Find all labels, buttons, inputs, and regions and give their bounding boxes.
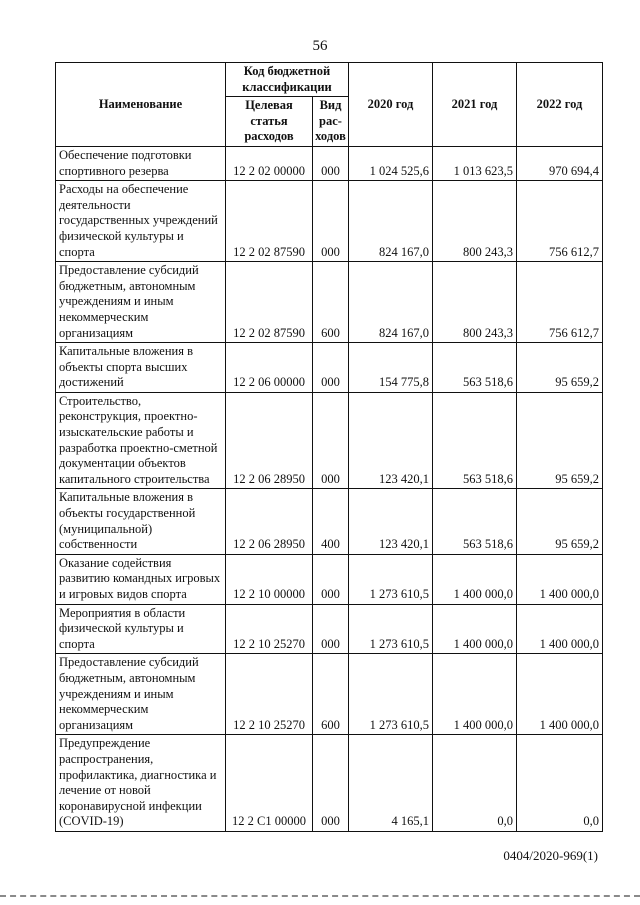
document-code: 0404/2020-969(1): [503, 848, 598, 863]
budget-table: [55, 62, 603, 832]
table-row: [56, 262, 603, 343]
header-year-2020: 2020 год: [349, 63, 433, 147]
row-2022-cell: 95 659,2: [517, 489, 603, 554]
row-2022-cell: 1 400 000,0: [517, 604, 603, 654]
row-2020-cell: 1 273 610,5: [349, 654, 433, 735]
row-2020-cell: 1 024 525,6: [349, 146, 433, 180]
row-name-cell: Капитальные вложения в объекты спорта высших достижений: [56, 343, 226, 393]
header-target-article: Целевая статья расходов: [226, 97, 313, 147]
scan-edge-divider: [0, 895, 640, 897]
row-2021-cell: 563 518,6: [433, 343, 517, 393]
row-kind-cell: 600: [313, 654, 349, 735]
row-2022-cell: 756 612,7: [517, 181, 603, 262]
header-year-2021: 2021 год: [433, 63, 517, 147]
row-2021-cell: 800 243,3: [433, 181, 517, 262]
header-code-group: Код бюджетной классификации: [226, 63, 349, 97]
row-code-cell: 12 2 06 00000: [226, 343, 313, 393]
row-code-cell: 12 2 02 87590: [226, 181, 313, 262]
row-2020-cell: 154 775,8: [349, 343, 433, 393]
row-2020-cell: 4 165,1: [349, 735, 433, 832]
table-body: [56, 146, 603, 831]
row-kind-cell: 000: [313, 146, 349, 180]
row-2022-cell: 1 400 000,0: [517, 554, 603, 604]
row-2022-cell: 1 400 000,0: [517, 654, 603, 735]
row-2020-cell: 1 273 610,5: [349, 604, 433, 654]
row-kind-cell: 000: [313, 554, 349, 604]
row-code-cell: 12 2 10 25270: [226, 654, 313, 735]
header-name: Наименование: [56, 63, 226, 147]
row-code-cell: 12 2 10 00000: [226, 554, 313, 604]
row-name-cell: Предупреждение распространения, профилактика, диагностика и лечение от новой коронавирусной инфекции (COVID-19): [56, 735, 226, 832]
row-2021-cell: 563 518,6: [433, 392, 517, 489]
row-code-cell: 12 2 10 25270: [226, 604, 313, 654]
row-2020-cell: 123 420,1: [349, 392, 433, 489]
row-2022-cell: 756 612,7: [517, 262, 603, 343]
row-code-cell: 12 2 06 28950: [226, 392, 313, 489]
row-2021-cell: 1 400 000,0: [433, 604, 517, 654]
row-2022-cell: 95 659,2: [517, 392, 603, 489]
row-name-cell: Мероприятия в области физической культуры и спорта: [56, 604, 226, 654]
row-2022-cell: 95 659,2: [517, 343, 603, 393]
table-row: [56, 604, 603, 654]
row-2021-cell: 1 013 623,5: [433, 146, 517, 180]
row-code-cell: 12 2 C1 00000: [226, 735, 313, 832]
page-number: 56: [312, 38, 328, 54]
row-code-cell: 12 2 02 87590: [226, 262, 313, 343]
row-2021-cell: 1 400 000,0: [433, 554, 517, 604]
row-2020-cell: 824 167,0: [349, 181, 433, 262]
row-kind-cell: 000: [313, 392, 349, 489]
row-name-cell: Обеспечение подготовки спортивного резерва: [56, 146, 226, 180]
row-code-cell: 12 2 02 00000: [226, 146, 313, 180]
row-2020-cell: 1 273 610,5: [349, 554, 433, 604]
row-2021-cell: 563 518,6: [433, 489, 517, 554]
row-2020-cell: 824 167,0: [349, 262, 433, 343]
row-kind-cell: 000: [313, 343, 349, 393]
row-2020-cell: 123 420,1: [349, 489, 433, 554]
row-name-cell: Капитальные вложения в объекты государственной (муниципальной) собственности: [56, 489, 226, 554]
row-kind-cell: 600: [313, 262, 349, 343]
table-row: [56, 654, 603, 735]
row-kind-cell: 000: [313, 735, 349, 832]
row-2022-cell: 970 694,4: [517, 146, 603, 180]
row-2022-cell: 0,0: [517, 735, 603, 832]
row-2021-cell: 0,0: [433, 735, 517, 832]
row-name-cell: Расходы на обеспечение деятельности государственных учреждений физической культуры и спорта: [56, 181, 226, 262]
table-row: [56, 392, 603, 489]
table-row: [56, 554, 603, 604]
table-row: [56, 146, 603, 180]
header-year-2022: 2022 год: [517, 63, 603, 147]
table-row: [56, 735, 603, 832]
row-kind-cell: 000: [313, 181, 349, 262]
row-kind-cell: 000: [313, 604, 349, 654]
row-name-cell: Строительство, реконструкция, проектно-изыскательские работы и разработка проектно-сметной документации объектов капитального строительства: [56, 392, 226, 489]
table-row: [56, 343, 603, 393]
row-2021-cell: 1 400 000,0: [433, 654, 517, 735]
row-code-cell: 12 2 06 28950: [226, 489, 313, 554]
row-2021-cell: 800 243,3: [433, 262, 517, 343]
row-name-cell: Предоставление субсидий бюджетным, автономным учреждениям и иным некоммерческим организациям: [56, 654, 226, 735]
table-row: [56, 181, 603, 262]
table-row: [56, 489, 603, 554]
row-name-cell: Оказание содействия развитию командных игровых и игровых видов спорта: [56, 554, 226, 604]
row-kind-cell: 400: [313, 489, 349, 554]
header-kind: Вид рас-ходов: [313, 97, 349, 147]
row-name-cell: Предоставление субсидий бюджетным, автономным учреждениям и иным некоммерческим организациям: [56, 262, 226, 343]
